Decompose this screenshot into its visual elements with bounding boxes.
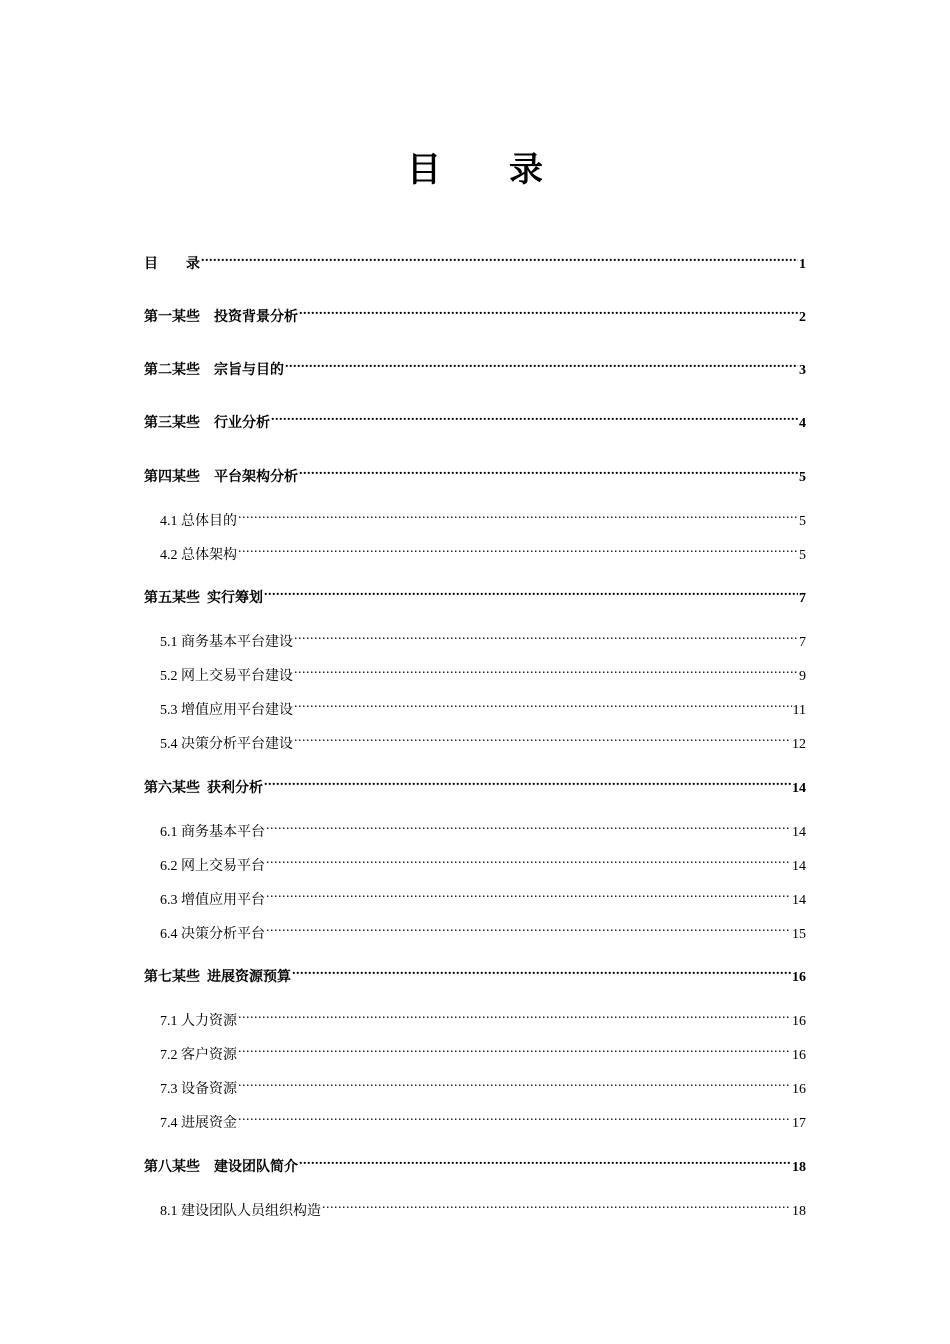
toc-leader bbox=[299, 461, 798, 481]
toc-leader bbox=[264, 772, 791, 792]
toc-entry-label: 5.1 商务基本平台建设 bbox=[160, 635, 293, 650]
toc-entry-page: 5 bbox=[799, 548, 806, 563]
toc-entry[interactable] bbox=[160, 1005, 806, 1029]
toc-entry-label: 第七某些 进展资源预算 bbox=[144, 970, 291, 985]
toc-leader bbox=[238, 1039, 791, 1059]
toc-leader bbox=[201, 248, 798, 268]
toc-leader bbox=[285, 354, 798, 374]
toc-entry-label: 7.4 进展资金 bbox=[160, 1116, 237, 1131]
toc-leader bbox=[322, 1195, 791, 1215]
toc-entry-label: 第二某些 宗旨与目的 bbox=[144, 363, 284, 378]
toc-entry[interactable] bbox=[160, 505, 806, 529]
toc-entry-page: 16 bbox=[792, 970, 806, 985]
toc-entry-label: 5.4 决策分析平台建设 bbox=[160, 737, 293, 752]
toc-entry[interactable] bbox=[160, 1107, 806, 1131]
toc-entry[interactable] bbox=[160, 694, 806, 718]
toc-leader bbox=[299, 1151, 791, 1171]
toc-entry[interactable] bbox=[160, 1073, 806, 1097]
toc-entry-page: 15 bbox=[792, 927, 806, 942]
toc-entry-label: 6.2 网上交易平台 bbox=[160, 859, 265, 874]
toc-entry-label: 5.2 网上交易平台建设 bbox=[160, 669, 293, 684]
toc-leader bbox=[238, 1073, 791, 1093]
toc-leader bbox=[271, 407, 798, 427]
toc-entry-page: 4 bbox=[799, 416, 806, 431]
toc-entry-label: 第四某些 平台架构分析 bbox=[144, 470, 298, 485]
toc-entry-page: 18 bbox=[792, 1204, 806, 1219]
toc-entry[interactable] bbox=[144, 1151, 806, 1175]
page-title: 目 录 bbox=[407, 152, 543, 189]
toc-leader bbox=[238, 1107, 791, 1127]
toc-entry[interactable] bbox=[144, 461, 806, 485]
toc-entry[interactable] bbox=[144, 772, 806, 796]
toc-entry-page: 18 bbox=[792, 1160, 806, 1175]
toc-leader bbox=[299, 301, 798, 321]
toc-entry-page: 1 bbox=[799, 257, 806, 272]
toc-entry-page: 16 bbox=[792, 1082, 806, 1097]
toc-entry-label: 4.2 总体架构 bbox=[160, 548, 237, 563]
toc-entry-page: 7 bbox=[799, 591, 806, 606]
toc-entry-page: 16 bbox=[792, 1048, 806, 1063]
toc-entry-label: 7.1 人力资源 bbox=[160, 1014, 237, 1029]
toc-leader bbox=[238, 1005, 791, 1025]
toc-entry-page: 12 bbox=[792, 737, 806, 752]
toc-entry-label: 4.1 总体目的 bbox=[160, 514, 237, 529]
toc-entry[interactable] bbox=[160, 626, 806, 650]
toc-leader bbox=[294, 626, 798, 646]
toc-entry-page: 14 bbox=[792, 893, 806, 908]
toc-entry[interactable] bbox=[160, 816, 806, 840]
toc-entry-page: 3 bbox=[799, 363, 806, 378]
toc-entry[interactable] bbox=[144, 582, 806, 606]
toc-entry-page: 7 bbox=[799, 635, 806, 650]
toc-entry-label: 目 录 bbox=[144, 257, 200, 272]
toc-entry[interactable] bbox=[160, 539, 806, 563]
toc-entry-label: 第三某些 行业分析 bbox=[144, 416, 270, 431]
toc-entry-label: 6.1 商务基本平台 bbox=[160, 825, 265, 840]
toc-leader bbox=[292, 961, 791, 981]
toc-leader bbox=[238, 505, 798, 525]
toc-leader bbox=[294, 728, 791, 748]
toc-entry-label: 6.3 增值应用平台 bbox=[160, 893, 265, 908]
toc-entry-page: 16 bbox=[792, 1014, 806, 1029]
toc-entry-page: 14 bbox=[792, 859, 806, 874]
toc-entry-page: 9 bbox=[799, 669, 806, 684]
toc-entry-page: 14 bbox=[792, 825, 806, 840]
toc-entry-label: 第六某些 获利分析 bbox=[144, 781, 263, 796]
toc-entry[interactable] bbox=[160, 918, 806, 942]
toc-entry[interactable] bbox=[160, 660, 806, 684]
toc-leader bbox=[266, 884, 791, 904]
toc-entry[interactable] bbox=[144, 961, 806, 985]
toc-entry-page: 5 bbox=[799, 514, 806, 529]
toc-leader bbox=[238, 539, 798, 559]
toc-entry[interactable] bbox=[160, 850, 806, 874]
toc-entry-label: 第五某些 实行筹划 bbox=[144, 591, 263, 606]
toc-leader bbox=[294, 660, 798, 680]
toc-entry-label: 第一某些 投资背景分析 bbox=[144, 310, 298, 325]
toc-leader bbox=[266, 850, 791, 870]
toc-entry[interactable] bbox=[144, 407, 806, 431]
toc-entry[interactable] bbox=[144, 248, 806, 272]
toc-entry-page: 11 bbox=[792, 703, 806, 718]
toc-entry-page: 17 bbox=[792, 1116, 806, 1131]
toc-entry[interactable] bbox=[144, 354, 806, 378]
toc-entry-label: 第八某些 建设团队简介 bbox=[144, 1160, 298, 1175]
toc-entry-page: 5 bbox=[799, 470, 806, 485]
toc-entry[interactable] bbox=[160, 728, 806, 752]
toc-entry-label: 6.4 决策分析平台 bbox=[160, 927, 265, 942]
toc-entry-page: 2 bbox=[799, 310, 806, 325]
toc-entry[interactable] bbox=[160, 884, 806, 908]
toc-entry-label: 7.2 客户资源 bbox=[160, 1048, 237, 1063]
toc-entry-label: 8.1 建设团队人员组织构造 bbox=[160, 1204, 321, 1219]
toc-entry-label: 7.3 设备资源 bbox=[160, 1082, 237, 1097]
toc-entry[interactable] bbox=[144, 301, 806, 325]
toc-entry-page: 14 bbox=[792, 781, 806, 796]
toc-leader bbox=[294, 694, 792, 714]
toc-leader bbox=[264, 582, 798, 602]
toc-leader bbox=[266, 816, 791, 836]
toc-entry[interactable] bbox=[160, 1195, 806, 1219]
toc-entry[interactable] bbox=[160, 1039, 806, 1063]
toc-entry-label: 5.3 增值应用平台建设 bbox=[160, 703, 293, 718]
toc-leader bbox=[266, 918, 791, 938]
